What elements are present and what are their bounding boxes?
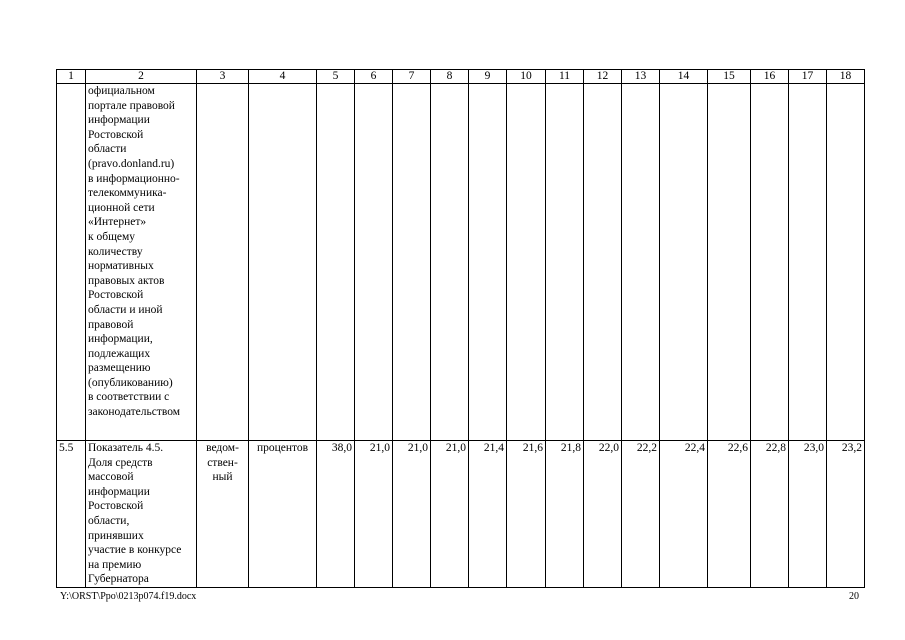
value-cell: 22,0 [584,441,622,588]
row-number: 5.5 [57,441,86,588]
table-header-row [57,70,865,84]
column-number-header: 16 [751,70,789,84]
value-cell: 22,4 [660,441,708,588]
column-number-header: 10 [507,70,546,84]
value-cell: 21,4 [469,441,507,588]
indicator-name: Показатель 4.5. Доля средств массовой информации Ростовской области, принявших участие в конкурсе на премию Губернатора [86,441,197,588]
column-number-header: 15 [708,70,751,84]
column-number-header: 13 [622,70,660,84]
column-number-header: 17 [789,70,827,84]
column-number-header: 6 [355,70,393,84]
value-cell: 21,8 [546,441,584,588]
value-cell: 38,0 [317,441,355,588]
column-number-header: 11 [546,70,584,84]
value-cell: 21,0 [355,441,393,588]
indicators-table [56,69,865,588]
table-row-continuation [57,84,865,441]
value-cell: 21,0 [431,441,469,588]
indicator-type: ведом- ствен- ный [197,441,249,588]
column-number-header: 3 [197,70,249,84]
column-number-header: 4 [249,70,317,84]
value-cell: 22,6 [708,441,751,588]
value-cell: 21,6 [507,441,546,588]
indicator-description-continuation: официальном портале правовой информации Ростовской области (pravo.donland.ru) в информационно- телекоммуника- ционной сети «Интернет» к общему количеству нормативных правовых актов Ростовской области и иной правовой информации, подлежащих размещению (опубликованию) в соответствии с законодательством [86,84,197,441]
document-file-path: Y:\ORST\Ppo\0213p074.f19.docx [60,591,197,602]
table-row [57,441,865,588]
column-number-header: 18 [827,70,865,84]
column-number-header: 9 [469,70,507,84]
column-number-header: 2 [86,70,197,84]
column-number-header: 5 [317,70,355,84]
value-cell: 23,0 [789,441,827,588]
value-cell: 22,2 [622,441,660,588]
value-cell: 22,8 [751,441,789,588]
unit-of-measure: процентов [249,441,317,588]
column-number-header: 7 [393,70,431,84]
page-number: 20 [849,591,859,602]
column-number-header: 1 [57,70,86,84]
column-number-header: 12 [584,70,622,84]
value-cell: 21,0 [393,441,431,588]
value-cell: 23,2 [827,441,865,588]
column-number-header: 14 [660,70,708,84]
column-number-header: 8 [431,70,469,84]
